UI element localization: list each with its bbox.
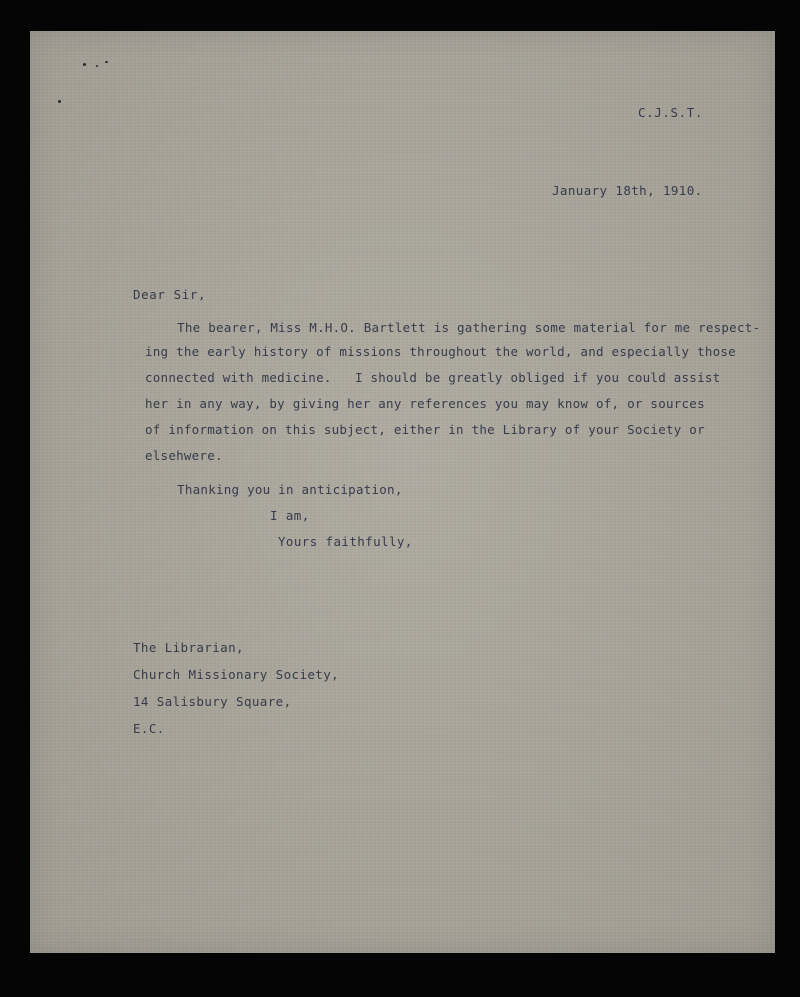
punch-mark xyxy=(83,63,86,66)
body-line: Thanking you in anticipation, xyxy=(146,482,403,497)
punch-mark xyxy=(58,100,61,103)
body-line: her in any way, by giving her any references you may know of, or sources xyxy=(145,396,705,411)
address-line: The Librarian, xyxy=(133,640,244,655)
address-line: 14 Salisbury Square, xyxy=(133,694,292,709)
closing-i-am: I am, xyxy=(270,508,310,523)
salutation: Dear Sir, xyxy=(133,287,207,302)
body-line: connected with medicine. I should be greatly obliged if you could assist xyxy=(145,370,721,385)
punch-mark xyxy=(105,61,108,63)
address-line: Church Missionary Society, xyxy=(133,667,340,682)
closing-yours-faithfully: Yours faithfully, xyxy=(278,534,413,549)
letter-date: January 18th, 1910. xyxy=(552,183,703,198)
reference-initials: C.J.S.T. xyxy=(638,105,704,120)
body-line: of information on this subject, either in the Library of your Society or xyxy=(145,422,705,437)
body-line: The bearer, Miss M.H.O. Bartlett is gathering some material for me respect- xyxy=(146,320,761,335)
body-line: ing the early history of missions throughout the world, and especially those xyxy=(145,344,736,359)
address-line: E.C. xyxy=(133,721,165,736)
punch-mark xyxy=(96,65,98,67)
body-line: elsehwere. xyxy=(145,448,223,463)
